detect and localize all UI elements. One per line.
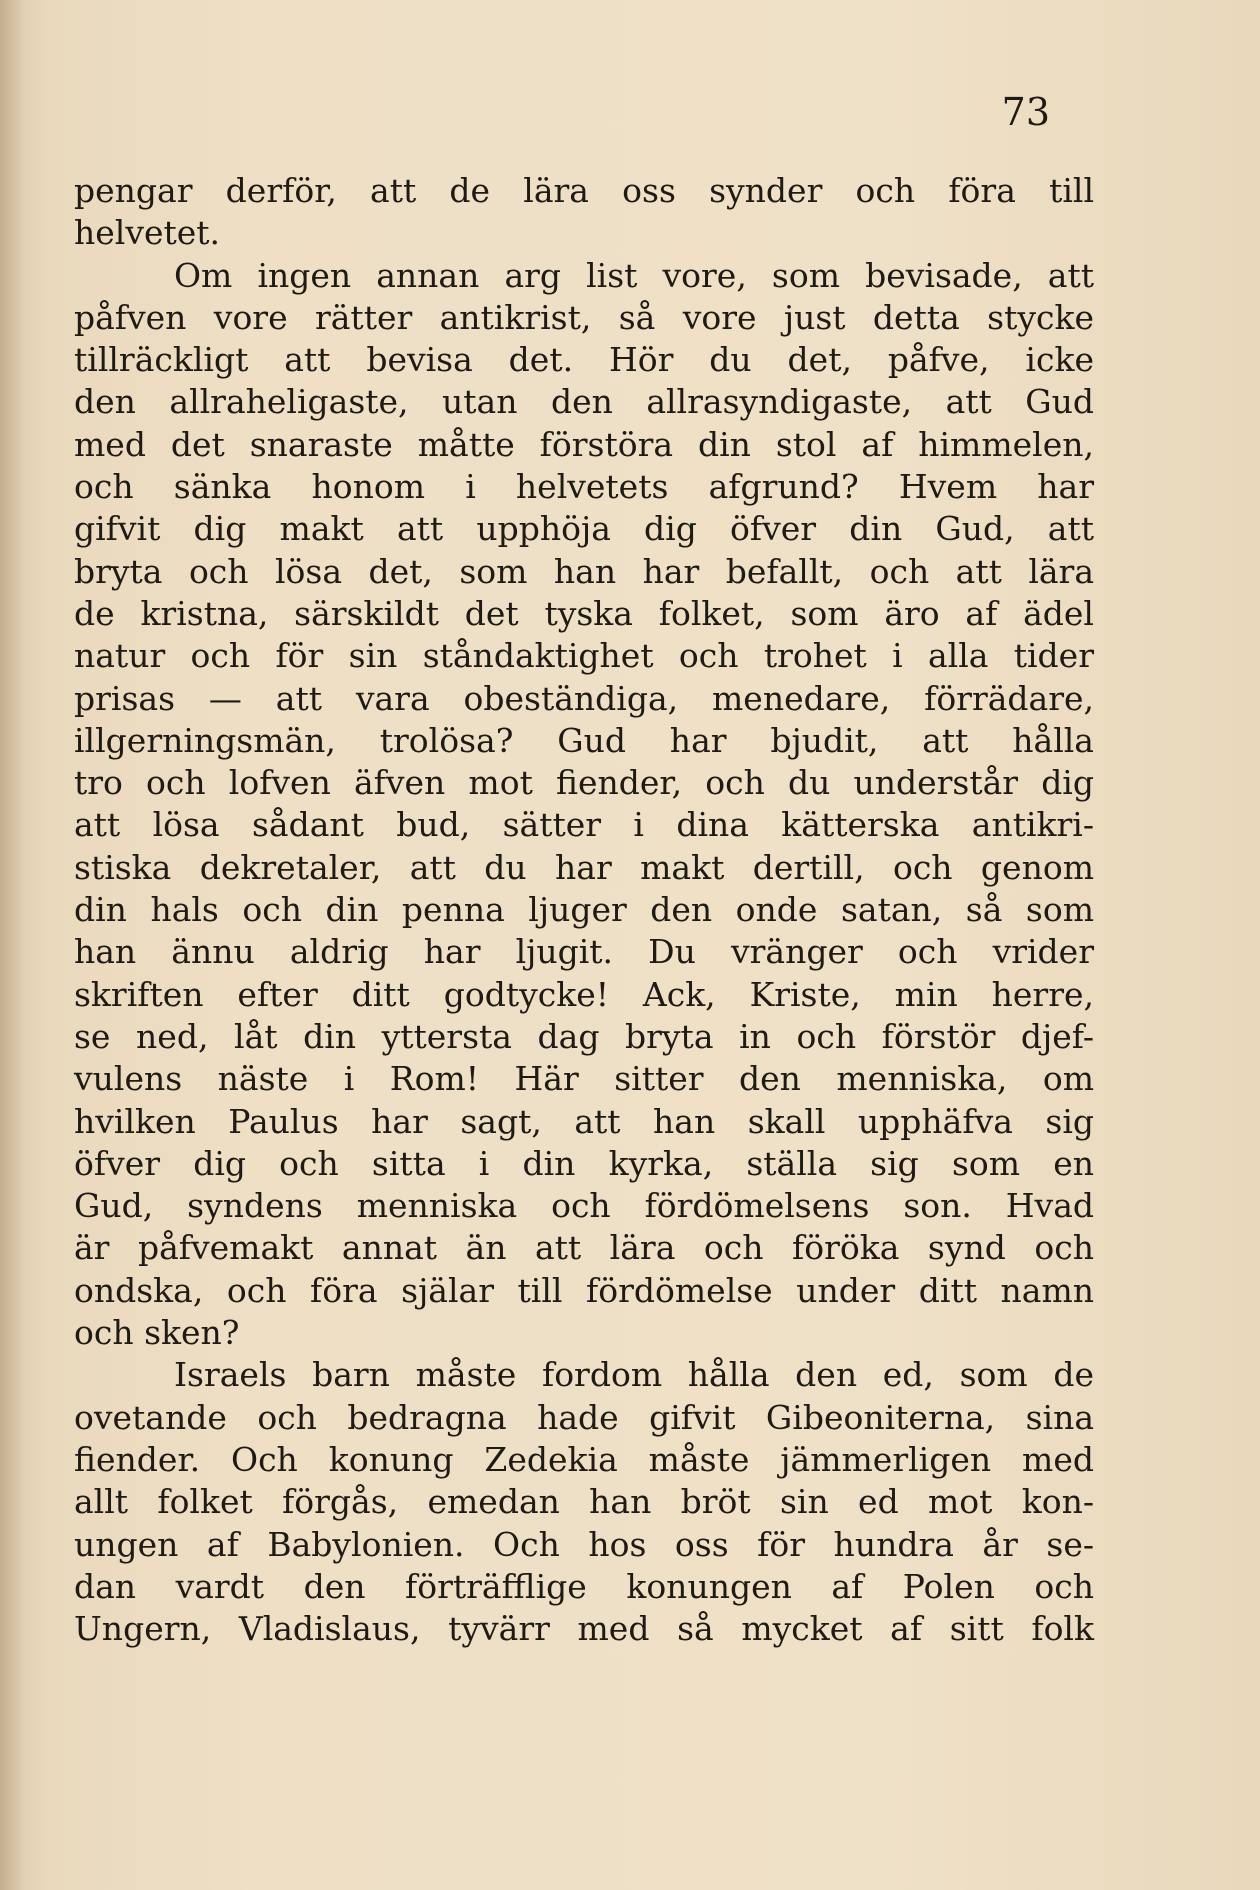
text-line: ondska, och föra själar till fördömelse under ditt namn [74,1270,1094,1310]
text-line: Israels barn måste fordom hålla den ed, som de [174,1355,1094,1395]
text-line: ovetande och bedragna hade gifvit Gibeoniterna, sina [74,1397,1094,1437]
text-line: helvetet. [74,213,221,253]
text-line: pengar derför, att de lära oss synder och föra till [74,171,1094,210]
text-line: Gud, syndens menniska och fördömelsens son. Hvad [74,1186,1094,1226]
page-number: 73 [1001,90,1050,134]
text-line: illgerningsmän, trolösa? Gud har bjudit, att hålla [74,720,1094,760]
text-line: är påfvemakt annat än att lära och föröka synd och [74,1228,1094,1268]
text-line: stiska dekretaler, att du har makt dertill, och genom [74,847,1094,887]
text-line: Om ingen annan arg list vore, som bevisade, att [174,255,1094,295]
text-line: och sänka honom i helvetets afgrund? Hvem har [74,467,1094,507]
text-line: skriften efter ditt godtycke! Ack, Kriste, min herre, [74,974,1094,1014]
text-line: gifvit dig makt att upphöja dig öfver din Gud, att [74,509,1094,549]
body-text [74,170,1094,1650]
text-line: han ännu aldrig har ljugit. Du vränger och vrider [74,932,1094,972]
page-edge-shadow [0,0,24,1890]
text-line: hvilken Paulus har sagt, att han skall upphäfva sig [74,1101,1094,1141]
text-line: den allraheligaste, utan den allrasyndigaste, att Gud [74,382,1094,422]
text-line: din hals och din penna ljuger den onde satan, så som [74,890,1094,930]
text-line: tro och lofven äfven mot fiender, och du understår dig [74,763,1094,803]
text-line: att lösa sådant bud, sätter i dina kätterska antikri- [74,805,1094,845]
text-line: vulens näste i Rom! Här sitter den menniska, om [74,1059,1094,1099]
text-line: se ned, låt din yttersta dag bryta in och förstör djef- [74,1016,1094,1056]
text-line: tillräckligt att bevisa det. Hör du det, påfve, icke [74,340,1094,380]
text-line: med det snaraste måtte förstöra din stol af himmelen, [74,424,1094,464]
text-line: bryta och lösa det, som han har befallt, och att lära [74,551,1094,591]
text-line: de kristna, särskildt det tyska folket, som äro af ädel [74,593,1094,633]
text-line: natur och för sin ståndaktighet och trohet i alla tider [74,636,1094,676]
text-line: fiender. Och konung Zedekia måste jämmerligen med [74,1439,1094,1479]
text-line: och sken? [74,1313,240,1353]
text-line: dan vardt den förträfflige konungen af Polen och [74,1566,1094,1606]
text-line: prisas — att vara obeständiga, menedare, förrädare, [74,678,1094,718]
text-line: påfven vore rätter antikrist, så vore just detta stycke [74,297,1094,337]
text-line: allt folket förgås, emedan han bröt sin ed mot kon- [74,1482,1094,1522]
text-line: öfver dig och sitta i din kyrka, ställa sig som en [74,1143,1094,1183]
text-line: Ungern, Vladislaus, tyvärr med så mycket af sitt folk [74,1609,1094,1649]
text-line: ungen af Babylonien. Och hos oss för hundra år se- [74,1524,1094,1564]
